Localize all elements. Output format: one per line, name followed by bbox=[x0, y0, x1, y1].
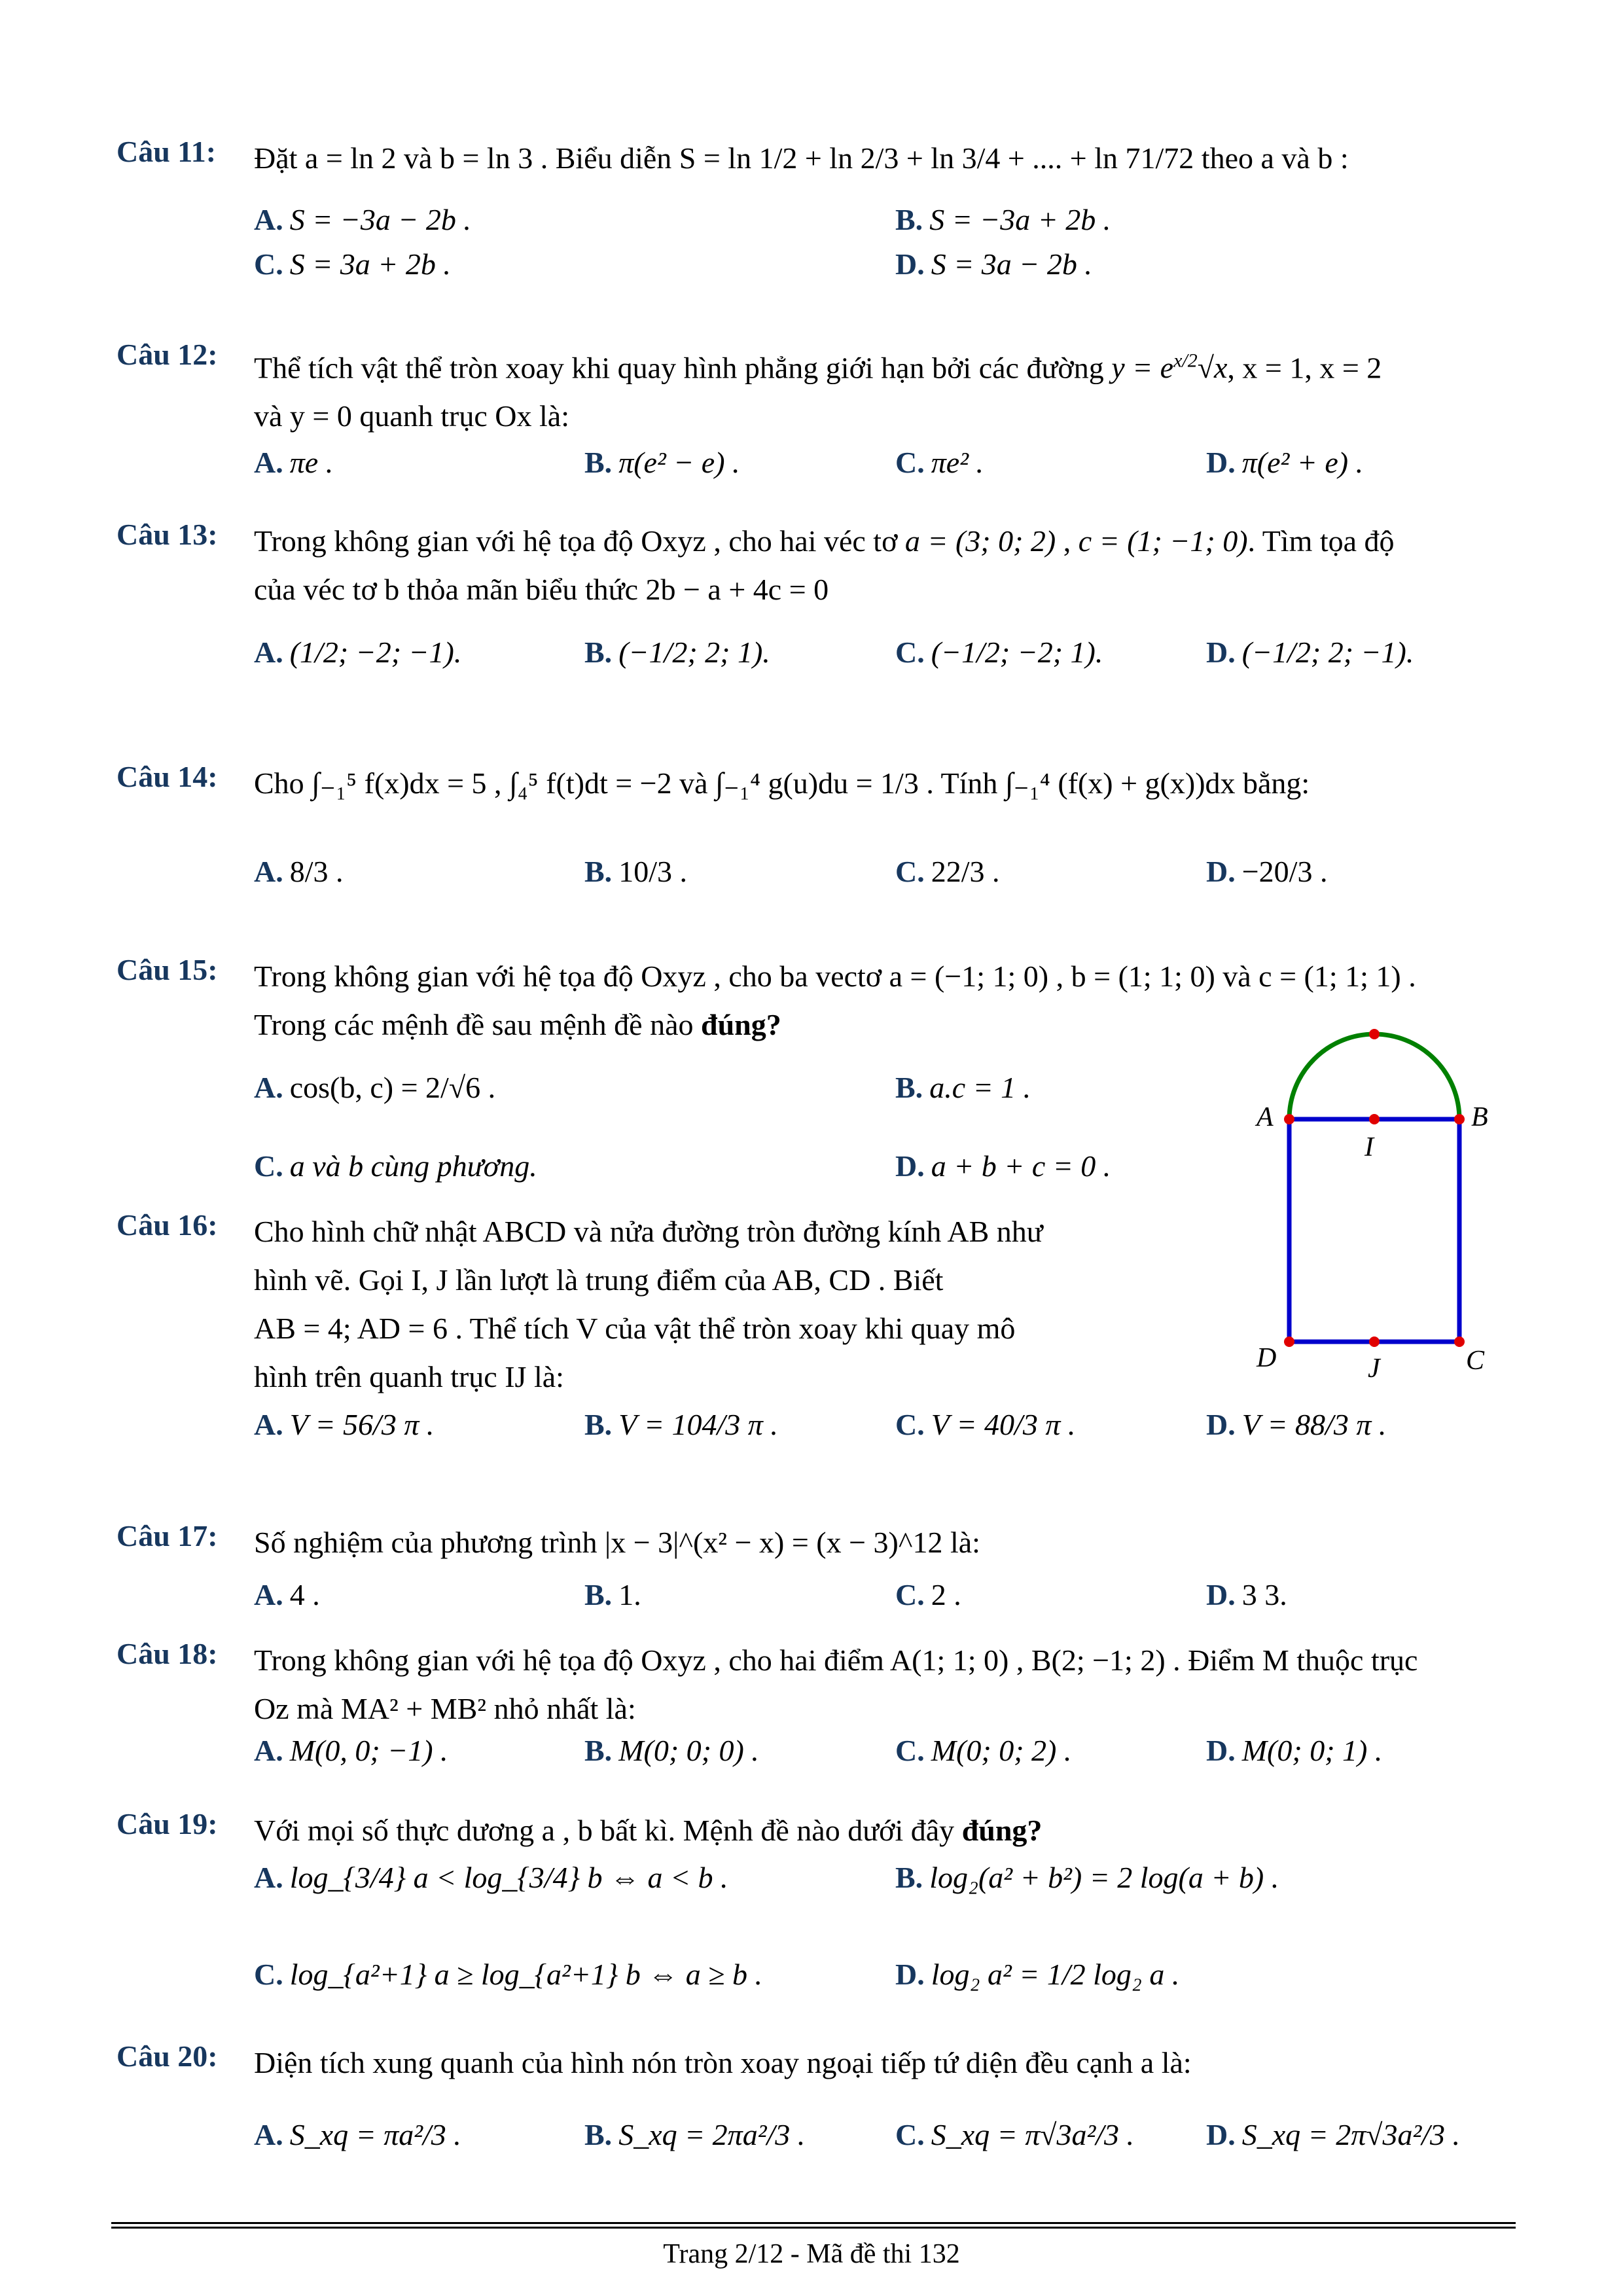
answer-b: B. 1. bbox=[584, 1578, 641, 1611]
rectangle-abcd bbox=[1289, 1119, 1459, 1342]
question-16 bbox=[116, 1208, 1164, 1401]
answer-c: C. πe² . bbox=[895, 446, 984, 479]
point-i bbox=[1369, 1114, 1380, 1124]
answer-c: C. log_{a²+1} a ≥ log_{a²+1} b ⇔ a ≥ b . bbox=[254, 1958, 763, 1991]
answer-a: A. log_{3/4} a < log_{3/4} b ⇔ a < b . bbox=[254, 1861, 728, 1894]
question-13 bbox=[116, 517, 1517, 669]
question-stem: Diện tích xung quanh của hình nón tròn xoay ngoại tiếp tứ diện đều cạnh a là: bbox=[254, 2046, 1192, 2079]
label-i: I bbox=[1364, 1132, 1374, 1162]
answer-d: D. S_xq = 2π√3a²/3 . bbox=[1206, 2118, 1461, 2151]
question-19 bbox=[116, 1806, 1517, 1991]
answer-a: A. cos(b, c) = 2/√6 . bbox=[254, 1071, 496, 1104]
point-b bbox=[1454, 1114, 1465, 1124]
answer-b: B. a.c = 1 . bbox=[895, 1071, 1031, 1104]
point-c bbox=[1454, 1336, 1465, 1347]
answer-a: A. M(0, 0; −1) . bbox=[254, 1734, 448, 1767]
question-stem: Cho ∫₋₁⁵ f(x)dx = 5 , ∫₄⁵ f(t)dt = −2 và ∫₋₁⁴ g(u)du = 1/3 . Tính ∫₋₁⁴ (f(x) + g(x))dx bằng: bbox=[254, 766, 1310, 800]
question-stem: Trong không gian với hệ tọa độ Oxyz , cho ba vectơ a = (−1; 1; 0) , b = (1; 1; 0) và c = (1; 1; 1) . Trong các mệnh đề sau mệnh đề nào đúng? bbox=[254, 960, 1416, 1041]
question-20 bbox=[116, 2039, 1517, 2151]
answer-b: B. S_xq = 2πa²/3 . bbox=[584, 2118, 806, 2151]
question-number: Câu 12: bbox=[116, 338, 218, 371]
answer-b: B. M(0; 0; 0) . bbox=[584, 1734, 759, 1767]
answer-a: A. S = −3a − 2b . bbox=[254, 203, 471, 236]
answer-c: C. V = 40/3 π . bbox=[895, 1408, 1076, 1441]
answer-b: B. 10/3 . bbox=[584, 855, 687, 888]
semicircle-arc bbox=[1289, 1034, 1459, 1119]
label-d: D bbox=[1257, 1343, 1277, 1373]
answer-b: B. log₂(a² + b²) = 2 log(a + b) . bbox=[895, 1861, 1279, 1894]
answer-d: D. S = 3a − 2b . bbox=[895, 247, 1092, 281]
point-a bbox=[1284, 1114, 1294, 1124]
question-number: Câu 20: bbox=[116, 2039, 218, 2073]
answer-d: D. 3 3. bbox=[1206, 1578, 1287, 1611]
answer-c: C. S_xq = π√3a²/3 . bbox=[895, 2118, 1135, 2151]
footer-rule-2 bbox=[111, 2227, 1516, 2229]
question-11 bbox=[116, 134, 1517, 281]
answer-c: C. (−1/2; −2; 1). bbox=[895, 636, 1103, 669]
question-number: Câu 11: bbox=[116, 135, 217, 168]
answer-b: B. (−1/2; 2; 1). bbox=[584, 636, 770, 669]
answer-c: C. a và b cùng phương. bbox=[254, 1149, 537, 1183]
question-stem: Số nghiệm của phương trình |x − 3|^(x² − x) = (x − 3)^12 là: bbox=[254, 1526, 980, 1559]
point-arc-top bbox=[1369, 1029, 1380, 1039]
rectangle-semicircle-figure bbox=[1243, 1028, 1518, 1394]
answer-c: C. 2 . bbox=[895, 1578, 961, 1611]
question-12 bbox=[116, 337, 1517, 479]
question-stem: Trong không gian với hệ tọa độ Oxyz , cho hai véc tơ a = (3; 0; 2) , c = (1; −1; 0). Tìm tọa độ của véc tơ b thỏa mãn biểu thức 2b − a + 4c = 0 bbox=[254, 524, 1395, 606]
page-footer: Trang 2/12 - Mã đề thi 132 bbox=[663, 2239, 960, 2269]
answer-a: A. S_xq = πa²/3 . bbox=[254, 2118, 461, 2151]
answer-c: C. M(0; 0; 2) . bbox=[895, 1734, 1072, 1767]
answer-d: D. (−1/2; 2; −1). bbox=[1206, 636, 1414, 669]
answer-a: A. 4 . bbox=[254, 1578, 320, 1611]
answer-a: A. (1/2; −2; −1). bbox=[254, 636, 462, 669]
question-stem: Với mọi số thực dương a , b bất kì. Mệnh đề nào dưới đây đúng? bbox=[254, 1814, 1043, 1847]
answer-a: A. πe . bbox=[254, 446, 334, 479]
label-c: C bbox=[1466, 1346, 1485, 1376]
question-14 bbox=[116, 759, 1517, 888]
answer-d: D. −20/3 . bbox=[1206, 855, 1328, 888]
answer-b: B. π(e² − e) . bbox=[584, 446, 740, 479]
answer-b: B. V = 104/3 π . bbox=[584, 1408, 778, 1441]
question-number: Câu 19: bbox=[116, 1807, 218, 1840]
question-stem: Trong không gian với hệ tọa độ Oxyz , cho hai điểm A(1; 1; 0) , B(2; −1; 2) . Điểm M thuộc trục Oz mà MA² + MB² nhỏ nhất là: bbox=[254, 1643, 1418, 1725]
point-j bbox=[1369, 1336, 1380, 1347]
answer-d: D. V = 88/3 π . bbox=[1206, 1408, 1387, 1441]
footer-rule bbox=[111, 2222, 1516, 2224]
label-j: J bbox=[1368, 1354, 1380, 1384]
question-number: Câu 15: bbox=[116, 953, 218, 986]
answer-a: A. V = 56/3 π . bbox=[254, 1408, 435, 1441]
answer-c: C. 22/3 . bbox=[895, 855, 1000, 888]
point-d bbox=[1284, 1336, 1294, 1347]
label-b: B bbox=[1471, 1102, 1488, 1132]
question-17 bbox=[116, 1518, 1517, 1611]
question-number: Câu 14: bbox=[116, 760, 218, 793]
question-stem: Đặt a = ln 2 và b = ln 3 . Biểu diễn S = ln 1/2 + ln 2/3 + ln 3/4 + .... + ln 71/72 theo a và b : bbox=[254, 141, 1349, 175]
question-number: Câu 18: bbox=[116, 1637, 218, 1670]
answer-a: A. 8/3 . bbox=[254, 855, 344, 888]
answer-d: D. a + b + c = 0 . bbox=[895, 1149, 1111, 1183]
question-number: Câu 13: bbox=[116, 518, 218, 551]
answer-d: D. log₂ a² = 1/2 log₂ a . bbox=[895, 1958, 1180, 1991]
question-stem: Thể tích vật thể tròn xoay khi quay hình phẳng giới hạn bởi các đường $y = e^{x/2}√x$, x = 1, x = 2 và y = 0 quanh trục Ox là: bbox=[254, 350, 1382, 433]
answer-b: B. S = −3a + 2b . bbox=[895, 203, 1111, 236]
question-number: Câu 16: bbox=[116, 1208, 218, 1242]
question-18 bbox=[116, 1636, 1517, 1767]
answer-c: C. S = 3a + 2b . bbox=[254, 247, 451, 281]
question-number: Câu 17: bbox=[116, 1519, 218, 1552]
answer-d: D. π(e² + e) . bbox=[1206, 446, 1364, 479]
answer-d: D. M(0; 0; 1) . bbox=[1206, 1734, 1383, 1767]
question-stem: Cho hình chữ nhật ABCD và nửa đường tròn đường kính AB như hình vẽ. Gọi I, J lần lượt là trung điểm của AB, CD . Biết AB = 4; AD = 6 . Thể tích V của vật thể tròn xoay khi quay mô hình trên quanh trục IJ là: bbox=[254, 1215, 1043, 1393]
label-a: A bbox=[1257, 1102, 1274, 1132]
